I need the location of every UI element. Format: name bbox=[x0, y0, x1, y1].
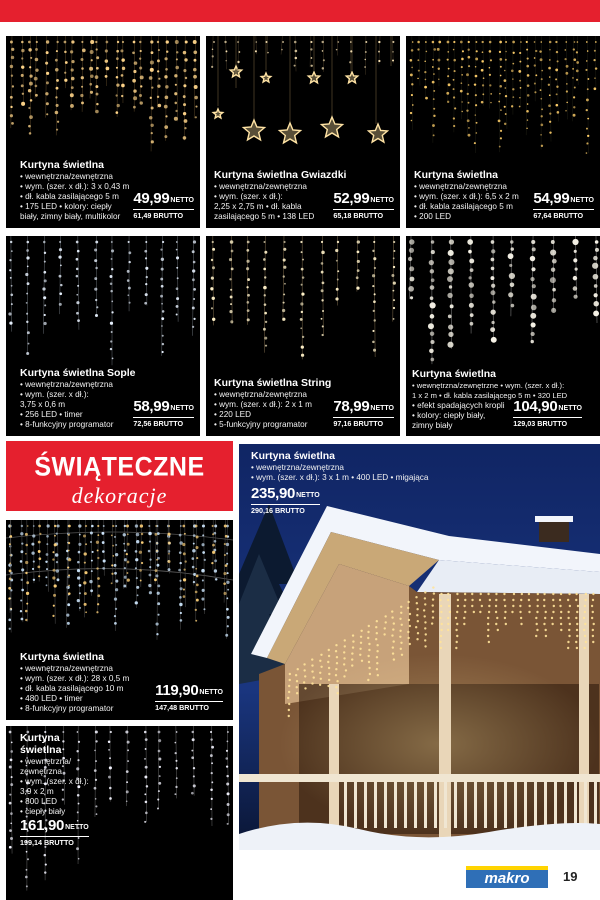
logo-text: makro bbox=[484, 870, 530, 887]
price-box bbox=[333, 191, 394, 220]
page-number: 19 bbox=[563, 869, 578, 884]
feature-line: • ciepły biały bbox=[20, 807, 66, 816]
price-brutto: 61,49 BRUTTO bbox=[133, 209, 194, 220]
price-box bbox=[133, 191, 194, 220]
product-name: Kurtyna świetlna Gwiazdki bbox=[214, 169, 347, 181]
netto-label: NETTO bbox=[296, 492, 320, 499]
product-name: Kurtyna świetlna Sople bbox=[20, 367, 136, 379]
feature-line: • 200 LED bbox=[414, 212, 452, 221]
netto-label: NETTO bbox=[170, 405, 194, 412]
netto-label: NETTO bbox=[65, 824, 89, 831]
netto-label: NETTO bbox=[570, 197, 594, 204]
price-netto: 78,99 bbox=[333, 398, 370, 415]
feature-line: • wym. (szer. x dł.): bbox=[20, 390, 89, 399]
price-netto: 58,99 bbox=[133, 398, 170, 415]
product-tile-5[interactable] bbox=[206, 236, 400, 436]
product-name: Kurtyna świetlna bbox=[251, 450, 336, 462]
product-tile-1[interactable] bbox=[6, 36, 200, 228]
promo-banner bbox=[6, 441, 233, 511]
feature-line: • 5-funkcyjny programator bbox=[214, 420, 308, 429]
feature-line: • dł. kabla zasilającego 5 m bbox=[414, 202, 513, 211]
feature-line: • dł. kabla zasilającego 5 m bbox=[20, 192, 119, 201]
netto-label: NETTO bbox=[370, 405, 394, 412]
feature-line: • 175 LED • kolory: ciepły bbox=[20, 202, 112, 211]
price-brutto: 290,16 BRUTTO bbox=[251, 504, 320, 515]
netto-label: NETTO bbox=[170, 197, 194, 204]
feature-line: • wym. (szer. x dł.): 3 x 1 m • 400 LED • migająca bbox=[251, 473, 429, 482]
price-box bbox=[513, 399, 582, 428]
feature-line: • wewnętrzna/zewnętrzna bbox=[20, 380, 113, 389]
feature-line: • wewnętrzna/ bbox=[20, 757, 72, 766]
feature-line: 3,75 x 0,6 m bbox=[20, 400, 66, 409]
product-name: Kurtyna świetlna bbox=[20, 159, 105, 171]
promo-title: ŚWIĄTECZNE bbox=[34, 451, 205, 483]
product-name: Kurtyna świetlna bbox=[412, 368, 497, 380]
product-tile-8[interactable] bbox=[239, 444, 600, 850]
price-brutto: 97,16 BRUTTO bbox=[333, 417, 394, 428]
feature-line: • 256 LED • timer bbox=[20, 410, 83, 419]
feature-line: • kolory: ciepły biały, bbox=[412, 411, 486, 420]
feature-line: 3,9 x 2 m bbox=[20, 787, 54, 796]
product-tile-6[interactable] bbox=[406, 236, 600, 436]
product-tile-7[interactable] bbox=[6, 520, 233, 720]
product-tile-4[interactable] bbox=[6, 236, 200, 436]
feature-line: • wewnętrzna/zewnętrzna bbox=[414, 182, 507, 191]
feature-line: • wewnętrzna/zewnętrzna bbox=[20, 172, 113, 181]
price-brutto: 199,14 BRUTTO bbox=[20, 836, 89, 847]
feature-line: • wym. (szer. x dł.): bbox=[214, 192, 283, 201]
product-tile-3[interactable] bbox=[406, 36, 600, 228]
price-brutto: 65,18 BRUTTO bbox=[333, 209, 394, 220]
top-red-bar bbox=[0, 0, 600, 22]
makro-logo bbox=[466, 866, 548, 888]
feature-line: • wewnętrzna/zewnętrzna bbox=[214, 390, 307, 399]
price-brutto: 67,64 BRUTTO bbox=[533, 209, 594, 220]
price-box bbox=[333, 399, 394, 428]
feature-line: • wewnętrzna/zewnętrzna bbox=[20, 664, 113, 673]
price-netto: 235,90 bbox=[251, 485, 296, 502]
price-box bbox=[533, 191, 594, 220]
feature-line: • wym. (szer. x dł.): 6,5 x 2 m bbox=[414, 192, 519, 201]
feature-line: • dł. kabla zasilającego 10 m bbox=[20, 684, 124, 693]
product-name: Kurtyna świetlna bbox=[414, 169, 499, 181]
feature-line: zasilającego 5 m • 138 LED bbox=[214, 212, 315, 221]
feature-line: • wym. (szer. x dł.): 3 x 0,43 m bbox=[20, 182, 130, 191]
feature-line: biały, zimny biały, multikolor bbox=[20, 212, 121, 221]
product-name: Kurtyna świetlna bbox=[20, 732, 62, 756]
product-name: Kurtyna świetlna bbox=[20, 651, 105, 663]
feature-line: • 8-funkcyjny programator bbox=[20, 704, 114, 713]
feature-line: • wym. (szer. x dł.): bbox=[20, 777, 89, 786]
feature-line: zimny biały bbox=[412, 421, 453, 430]
feature-line: • wewnętrzna/zewnętrzna bbox=[251, 463, 344, 472]
price-netto: 104,90 bbox=[513, 398, 558, 415]
netto-label: NETTO bbox=[558, 405, 582, 412]
price-netto: 161,90 bbox=[20, 817, 65, 834]
product-tile-9[interactable] bbox=[6, 726, 233, 900]
feature-line: • 480 LED • timer bbox=[20, 694, 83, 703]
netto-label: NETTO bbox=[199, 689, 223, 696]
feature-line: • wym. (szer. x dł.): 2 x 1 m bbox=[214, 400, 312, 409]
price-netto: 119,90 bbox=[155, 682, 199, 699]
price-box bbox=[133, 399, 194, 428]
price-netto: 52,99 bbox=[333, 190, 370, 207]
feature-line: • 800 LED bbox=[20, 797, 58, 806]
price-netto: 49,99 bbox=[133, 190, 170, 207]
promo-subtitle: dekoracje bbox=[71, 483, 168, 508]
feature-line: 2,25 x 2,75 m • dł. kabla bbox=[214, 202, 302, 211]
feature-line: • 8-funkcyjny programator bbox=[20, 420, 114, 429]
price-box bbox=[20, 818, 89, 847]
price-box bbox=[155, 683, 223, 712]
price-brutto: 72,56 BRUTTO bbox=[133, 417, 194, 428]
feature-line: • efekt spadających kropli bbox=[412, 401, 505, 410]
price-brutto: 129,03 BRUTTO bbox=[513, 417, 582, 428]
product-tile-2[interactable] bbox=[206, 36, 400, 228]
netto-label: NETTO bbox=[370, 197, 394, 204]
feature-line: 1 x 2 m • dł. kabla zasilającego 5 m • 320 LED bbox=[412, 391, 568, 400]
feature-line: • wym. (szer. x dł.): 28 x 0,5 m bbox=[20, 674, 130, 683]
price-brutto: 147,48 BRUTTO bbox=[155, 701, 223, 712]
feature-line: • wewnętrzna/zewnętrzne • wym. (szer. x dł.): bbox=[412, 381, 565, 390]
feature-line: • wewnętrzna/zewnętrzna bbox=[214, 182, 307, 191]
price-netto: 54,99 bbox=[533, 190, 570, 207]
feature-line: • 220 LED bbox=[214, 410, 252, 419]
feature-line: zewnętrzna bbox=[20, 767, 62, 776]
product-name: Kurtyna świetlna String bbox=[214, 377, 332, 389]
price-box bbox=[251, 486, 320, 515]
